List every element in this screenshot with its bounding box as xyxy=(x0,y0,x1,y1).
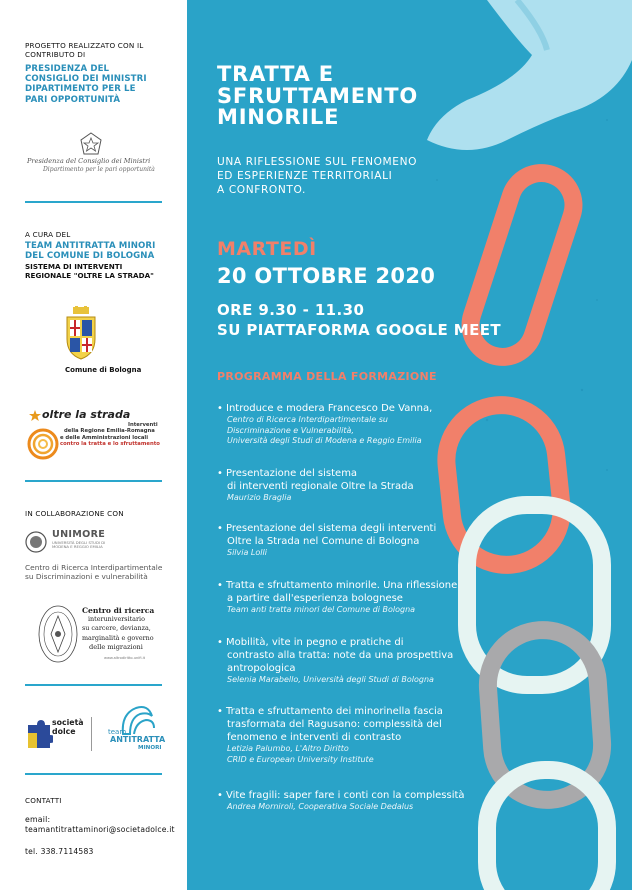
program-item-title-line: a partire dall'esperienza bolognese xyxy=(227,593,403,604)
team-line: DEL COMUNE DI BOLOGNA xyxy=(25,251,155,262)
program-item-speaker: Selenia Marabello, Università degli Studi di Bologna xyxy=(227,675,434,684)
research-center-seal-icon xyxy=(37,604,79,664)
olp-line: della Regione Emilia-Romagna xyxy=(64,428,155,435)
program-item xyxy=(217,705,485,765)
team-name xyxy=(25,241,155,261)
divider xyxy=(25,684,162,686)
olp-line: e delle Amministrazioni locali xyxy=(60,434,149,441)
cr-line: marginalità e governo xyxy=(82,633,154,642)
seal-caption: Presidenza del Consiglio dei Ministri xyxy=(27,157,151,165)
phone-number: tel. 338.7114583 xyxy=(25,847,94,856)
societa-dolce-name xyxy=(52,719,84,736)
team-line: TEAM ANTITRATTA MINORI xyxy=(25,241,156,251)
program-item-speaker: Letizia Palumbo, L'Altro Diritto xyxy=(227,744,349,753)
research-center-url: www.altrodiritto.unifi.it xyxy=(104,656,146,660)
subtitle-line: UNA RIFLESSIONE SUL FENOMENO xyxy=(217,156,418,168)
title-line: TRATTA E xyxy=(217,62,334,86)
program-item-title-line: Presentazione del sistema xyxy=(226,468,358,479)
program-item xyxy=(217,522,485,559)
divider xyxy=(25,201,162,203)
cr-line: Centro di ricerca xyxy=(82,606,155,615)
program-item-title xyxy=(217,467,485,493)
program-item xyxy=(217,636,485,686)
program-item-speaker: Discriminazione e Vulnerabilità, xyxy=(227,425,354,435)
unimore-logo-icon xyxy=(25,529,47,555)
system-name xyxy=(25,263,154,280)
program-heading: PROGRAMMA DELLA FORMAZIONE xyxy=(217,370,437,383)
presidency-line: DIPARTIMENTO PER LE xyxy=(25,84,136,95)
program-item-title xyxy=(217,789,485,802)
program-item-title xyxy=(217,402,485,415)
oltre-la-strada-sub xyxy=(60,422,160,447)
event-day: MARTEDÌ xyxy=(217,238,317,260)
divider xyxy=(25,480,162,482)
oltre-la-strada-title: oltre la strada xyxy=(42,408,131,421)
presidency-line: PARI OPPORTUNITÀ xyxy=(25,94,121,105)
divider xyxy=(25,773,162,775)
program-item-title-line: Oltre la Strada nel Comune di Bologna xyxy=(227,536,420,547)
title-line: SFRUTTAMENTO xyxy=(217,83,419,108)
email-label: email: xyxy=(25,815,51,824)
chain-link xyxy=(487,770,607,890)
cr-line: interuniversitario xyxy=(88,615,145,624)
program-item xyxy=(217,402,485,447)
subtitle-line: ED ESPERIENZE TERRITORIALI xyxy=(217,170,393,182)
olp-line: contro la tratta e lo sfruttamento xyxy=(60,440,160,447)
sd-line: società xyxy=(52,718,84,727)
email-link[interactable]: teamantitrattaminori@societadolce.it xyxy=(25,825,175,834)
program-item-title-line: Tratta e sfruttamento minorile. Una riflessione xyxy=(226,580,458,591)
unimore-center-line: su Discriminazioni e vulnerabilità xyxy=(25,572,148,581)
curated-label: A CURA DEL xyxy=(25,230,71,239)
sd-line: dolce xyxy=(52,726,76,736)
presidency-line: PRESIDENZA DEL xyxy=(25,64,110,74)
unimore-center xyxy=(25,563,162,581)
presidency-line: CONSIGLIO DEI MINISTRI xyxy=(25,74,147,85)
bullet-icon: • xyxy=(217,637,223,648)
cr-line: su carcere, devianza, xyxy=(82,624,151,633)
program-item-title-line: contrasto alla tratta: note da una prospettiva xyxy=(227,650,454,661)
unimore-small-line: UNIVERSITÀ DEGLI STUDI DI xyxy=(52,540,106,545)
unimore-name: UNIMORE xyxy=(52,529,106,540)
program-item-title xyxy=(217,522,485,548)
project-label-line: PROGETTO REALIZZATO CON IL xyxy=(25,41,144,50)
team-logo-line: ANTITRATTA xyxy=(110,735,166,744)
program-item-speaker: Maurizio Braglia xyxy=(227,493,292,502)
bullet-icon: • xyxy=(217,580,223,591)
program-item-title-line: Vite fragili: saper fare i conti con la complessità xyxy=(226,790,465,801)
program-item xyxy=(217,467,485,504)
program-item-speaker: CRID e European University Institute xyxy=(227,754,374,764)
bullet-icon: • xyxy=(217,523,223,534)
program-item-speaker: Silvia Lolli xyxy=(227,548,267,557)
comune-label: Comune di Bologna xyxy=(65,366,142,374)
contacts-label: CONTATTI xyxy=(25,796,62,805)
team-logo-line: team xyxy=(108,728,127,736)
bullet-icon: • xyxy=(217,706,223,717)
bullet-icon: • xyxy=(217,403,223,414)
hand-shape xyxy=(427,0,632,150)
presidency-name xyxy=(25,64,147,105)
program-item-title-line: Tratta e sfruttamento dei minorinella fascia xyxy=(226,706,443,717)
program-item-title-line: Presentazione del sistema degli interventi xyxy=(226,523,437,534)
event-time xyxy=(217,300,501,340)
logo-divider xyxy=(91,717,92,751)
sponsor-column xyxy=(0,0,187,890)
program-item xyxy=(217,579,485,616)
platform-line: SU PIATTAFORMA GOOGLE MEET xyxy=(217,321,501,339)
program-item xyxy=(217,789,485,813)
program-item-title-line: Mobilità, vite in pegno e pratiche di xyxy=(226,637,404,648)
program-item-speaker: Andrea Morniroli, Cooperativa Sociale Dedalus xyxy=(227,802,414,811)
program-item-title xyxy=(217,705,485,744)
program-item-speaker: Team anti tratta minori del Comune di Bologna xyxy=(227,605,416,614)
team-antitratta-logo xyxy=(108,728,165,752)
program-item-title-line: antropologica xyxy=(227,663,296,674)
program-item-title xyxy=(217,579,485,605)
program-item-title-line: trasformata del Ragusano: complessità del xyxy=(227,719,442,730)
unimore-small-line: MODENA E REGGIO EMILIA xyxy=(52,544,103,550)
event-title xyxy=(217,64,418,129)
unimore-center-line: Centro di Ricerca Interdipartimentale xyxy=(25,563,163,572)
time-line: ORE 9.30 - 11.30 xyxy=(217,301,365,319)
italian-republic-emblem-icon xyxy=(80,132,102,156)
collab-label: IN COLLABORAZIONE CON xyxy=(25,509,124,518)
program-item-title-line: di interventi regionale Oltre la Strada xyxy=(227,481,414,492)
seal-caption-2: Dipartimento per le pari opportunità xyxy=(43,166,155,173)
subtitle-line: A CONFRONTO. xyxy=(217,184,306,196)
bullet-icon: • xyxy=(217,468,223,479)
event-panel xyxy=(187,0,632,890)
title-line: MINORILE xyxy=(217,105,340,129)
team-logo-line: MINORI xyxy=(138,745,162,751)
bullet-icon: • xyxy=(217,790,223,801)
unimore-small xyxy=(52,541,105,550)
cr-line: delle migrazioni xyxy=(89,642,143,651)
research-center-text xyxy=(82,606,154,652)
event-subtitle xyxy=(217,155,417,197)
system-line: SISTEMA DI INTERVENTI xyxy=(25,262,123,271)
olp-line: Interventi xyxy=(128,422,158,428)
bologna-coat-of-arms-icon xyxy=(64,306,98,360)
system-line: REGIONALE "OLTRE LA STRADA" xyxy=(25,270,154,280)
event-date: 20 OTTOBRE 2020 xyxy=(217,264,436,288)
project-label xyxy=(25,42,143,59)
project-label-line: CONTRIBUTO DI xyxy=(25,49,86,59)
societa-dolce-logo-icon xyxy=(25,715,53,749)
program-item-speaker: Centro di Ricerca Interdipartimentale su xyxy=(227,415,388,424)
program-item-speaker: Università degli Studi di Modena e Reggio Emilia xyxy=(227,436,422,446)
program-item-title xyxy=(217,636,485,675)
program-item-title-line: Introduce e modera Francesco De Vanna, xyxy=(226,403,433,414)
program-item-title-line: fenomeno e interventi di contrasto xyxy=(227,732,402,743)
